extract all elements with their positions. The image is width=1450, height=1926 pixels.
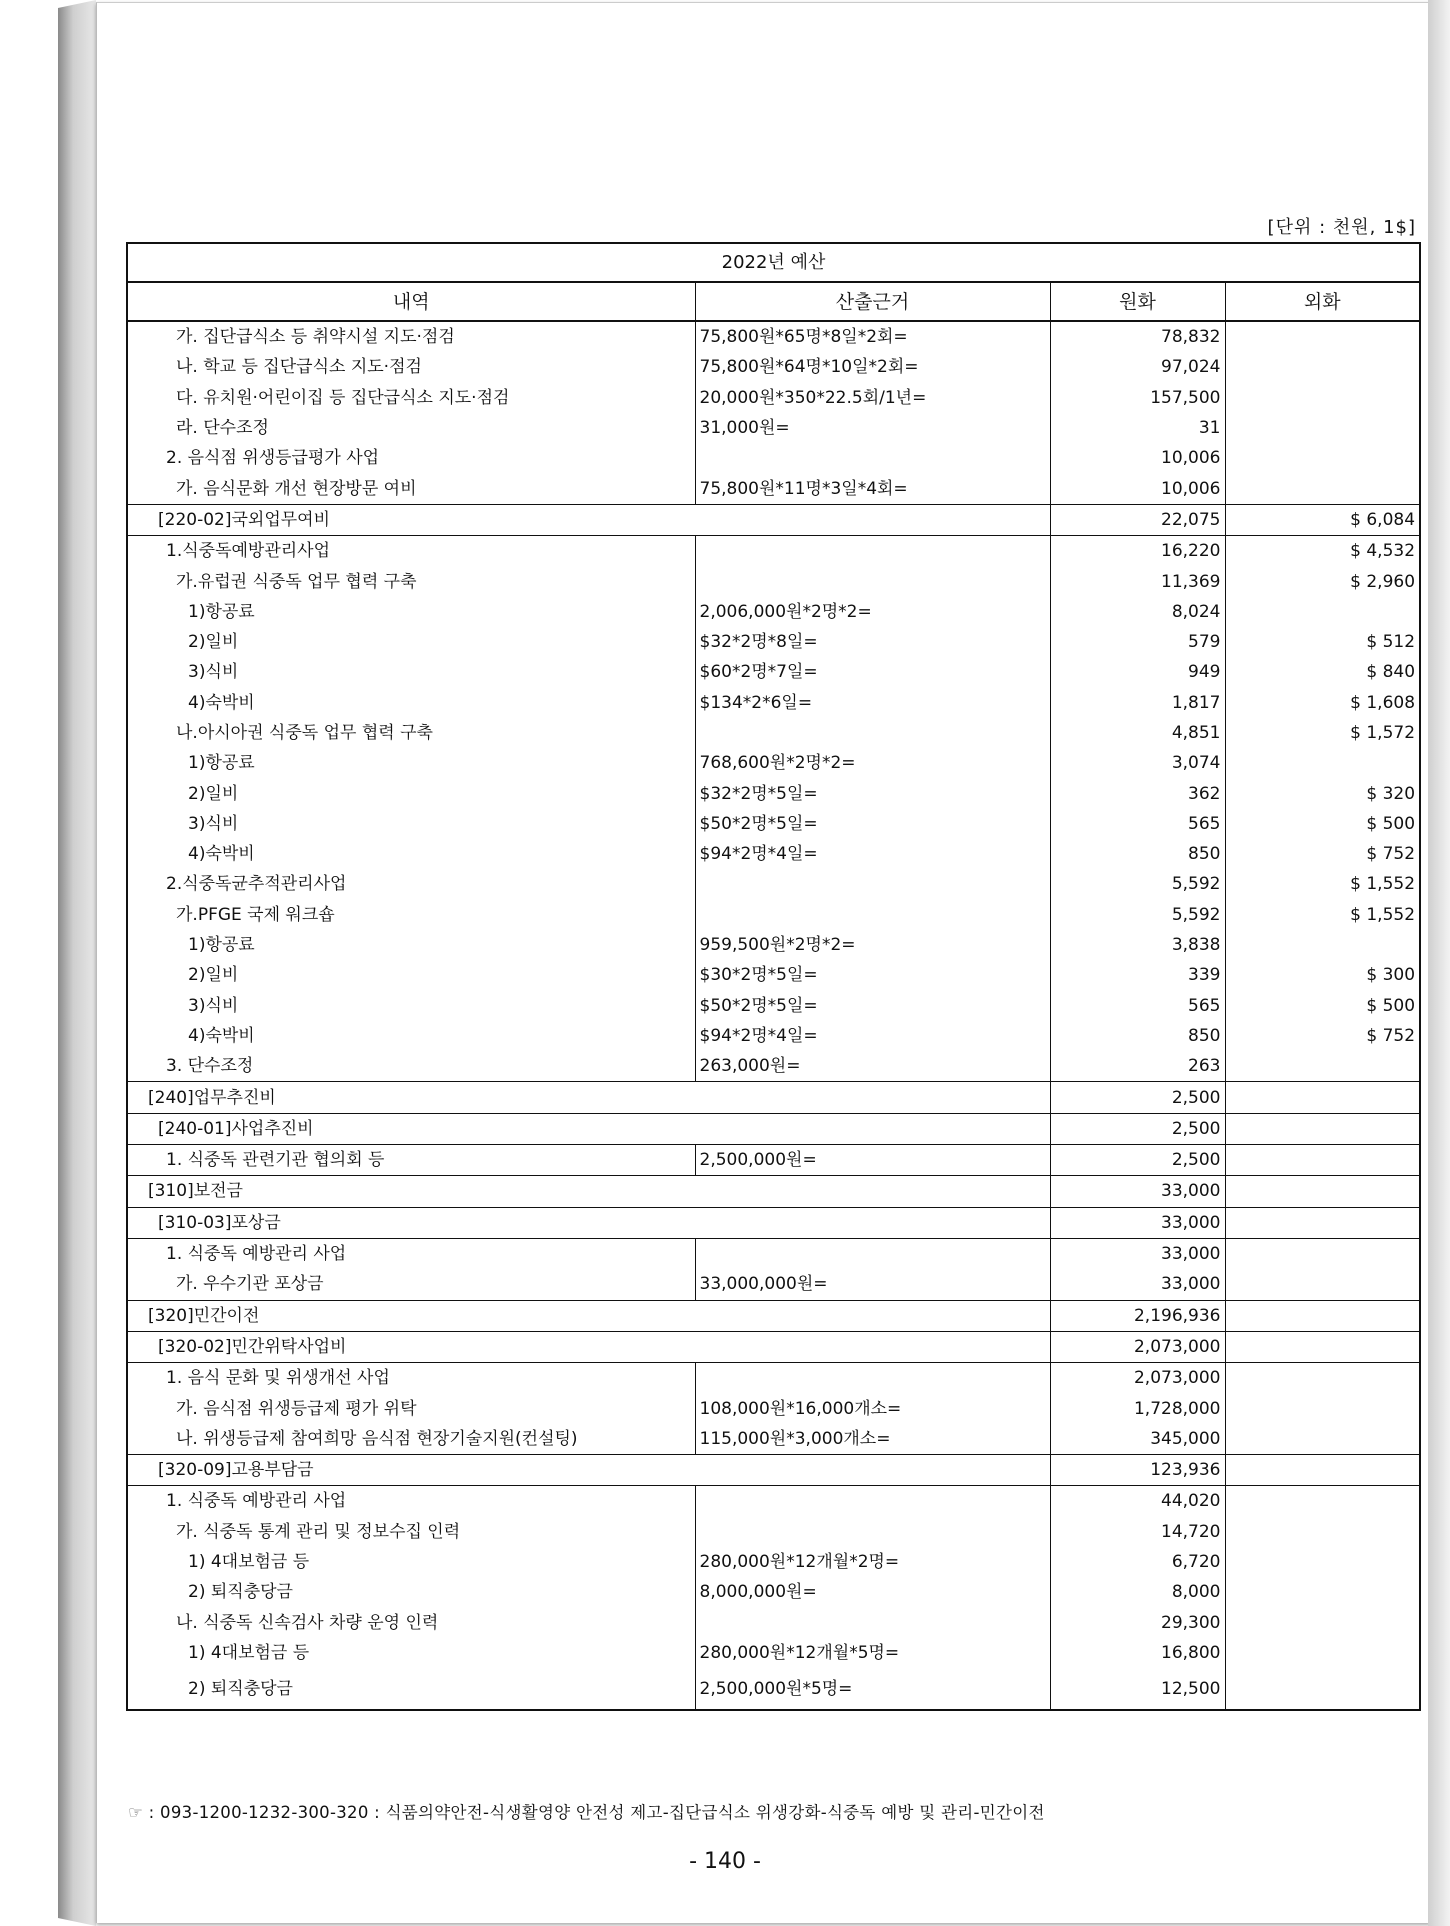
row-fx <box>1225 1082 1420 1113</box>
row-basis <box>695 566 1050 596</box>
table-row <box>127 1393 1420 1423</box>
table-row <box>127 1145 1420 1176</box>
row-item: [240-01]사업추진비 <box>127 1113 1050 1144</box>
row-basis: 2,500,000원*5명= <box>695 1668 1050 1710</box>
row-fx <box>1225 383 1420 413</box>
row-item: 라. 단수조정 <box>127 413 695 443</box>
row-krw: 1,817 <box>1050 688 1225 718</box>
table-row <box>127 930 1420 960</box>
table-row <box>127 1424 1420 1455</box>
row-basis <box>695 1486 1050 1517</box>
row-basis: $32*2명*8일= <box>695 627 1050 657</box>
row-item: 4)숙박비 <box>127 688 695 718</box>
row-krw: 2,196,936 <box>1050 1300 1225 1331</box>
row-fx <box>1225 352 1420 382</box>
row-item: 1. 식중독 예방관리 사업 <box>127 1486 695 1517</box>
row-krw: 565 <box>1050 809 1225 839</box>
row-item: 가. 식중독 통계 관리 및 정보수집 인력 <box>127 1517 695 1547</box>
row-fx: $ 752 <box>1366 1025 1416 1046</box>
row-krw: 12,500 <box>1050 1668 1225 1710</box>
table-row <box>127 960 1420 990</box>
row-krw: 2,073,000 <box>1050 1363 1225 1394</box>
table-row <box>127 1638 1420 1668</box>
table-row <box>127 900 1420 930</box>
row-krw: 97,024 <box>1050 352 1225 382</box>
row-fx: $ 2,960 <box>1350 571 1416 592</box>
row-basis: 33,000,000원= <box>695 1269 1050 1300</box>
row-item: 2) 퇴직충당금 <box>127 1577 695 1607</box>
row-krw: 4,851 <box>1050 718 1225 748</box>
table-row <box>127 413 1420 443</box>
row-basis <box>695 900 1050 930</box>
row-fx: $ 840 <box>1366 662 1416 683</box>
row-krw: 345,000 <box>1050 1424 1225 1455</box>
table-row <box>127 748 1420 778</box>
row-basis: $60*2명*7일= <box>695 657 1050 687</box>
row-fx <box>1225 1668 1420 1710</box>
table-row <box>127 1668 1420 1710</box>
row-krw: 3,074 <box>1050 748 1225 778</box>
row-item: 1)항공료 <box>127 748 695 778</box>
pointing-hand-icon: ☞ <box>128 1803 144 1822</box>
row-basis <box>695 1363 1050 1394</box>
row-krw: 2,073,000 <box>1050 1331 1225 1362</box>
row-basis: 115,000원*3,000개소= <box>695 1424 1050 1455</box>
row-item: [320-02]민간위탁사업비 <box>127 1331 1050 1362</box>
table-row <box>127 1051 1420 1082</box>
row-krw: 10,006 <box>1050 443 1225 473</box>
row-item: 2) 퇴직충당금 <box>127 1668 695 1710</box>
table-row <box>127 778 1420 808</box>
row-item: 가.PFGE 국제 워크숍 <box>127 900 695 930</box>
header-basis: 산출근거 <box>695 282 1050 321</box>
row-basis: $94*2명*4일= <box>695 839 1050 869</box>
row-krw: 29,300 <box>1050 1607 1225 1637</box>
row-fx: $ 752 <box>1366 844 1416 865</box>
page-number: - 140 - <box>689 1849 761 1874</box>
row-item: 1) 4대보험금 등 <box>127 1638 695 1668</box>
row-krw: 579 <box>1050 627 1225 657</box>
row-item: [320-09]고용부담금 <box>127 1454 1050 1485</box>
row-item: 2. 음식점 위생등급평가 사업 <box>127 443 695 473</box>
row-fx <box>1225 1607 1420 1637</box>
row-item: 가. 음식문화 개선 현장방문 여비 <box>127 473 695 504</box>
row-basis <box>695 536 1050 567</box>
header-fx: 외화 <box>1225 282 1420 321</box>
row-krw: 6,720 <box>1050 1547 1225 1577</box>
row-krw: 1,728,000 <box>1050 1393 1225 1423</box>
header-krw: 원화 <box>1050 282 1225 321</box>
row-krw: 339 <box>1050 960 1225 990</box>
row-fx <box>1225 1424 1420 1455</box>
row-fx: $ 512 <box>1366 632 1416 653</box>
row-fx: $ 6,084 <box>1225 504 1420 535</box>
row-krw: 5,592 <box>1050 869 1225 899</box>
table-row <box>127 536 1420 567</box>
row-item: 나.아시아권 식중독 업무 협력 구축 <box>127 718 695 748</box>
table-row <box>127 1238 1420 1269</box>
table-row <box>127 1176 1420 1207</box>
row-krw: 362 <box>1050 778 1225 808</box>
row-item: 3)식비 <box>127 657 695 687</box>
row-krw: 10,006 <box>1050 473 1225 504</box>
row-fx <box>1225 930 1420 960</box>
row-basis <box>695 718 1050 748</box>
row-item: 2)일비 <box>127 627 695 657</box>
row-fx <box>1225 1269 1420 1300</box>
table-row <box>127 627 1420 657</box>
page-edge-right <box>1428 0 1450 1926</box>
row-basis: 108,000원*16,000개소= <box>695 1393 1050 1423</box>
row-item: 2.식중독균추적관리사업 <box>127 869 695 899</box>
row-fx <box>1225 1486 1420 1517</box>
row-item: 2)일비 <box>127 778 695 808</box>
row-fx <box>1225 1393 1420 1423</box>
budget-table <box>126 242 1421 1711</box>
row-item: 가.유럽권 식중독 업무 협력 구축 <box>127 566 695 596</box>
row-fx <box>1225 1176 1420 1207</box>
row-krw: 16,220 <box>1050 536 1225 567</box>
row-item: 2)일비 <box>127 960 695 990</box>
row-fx: $ 320 <box>1366 783 1416 804</box>
table-row <box>127 1363 1420 1394</box>
row-fx <box>1225 1363 1420 1394</box>
row-basis: 2,500,000원= <box>695 1145 1050 1176</box>
row-item: 1. 음식 문화 및 위생개선 사업 <box>127 1363 695 1394</box>
row-fx <box>1225 1454 1420 1485</box>
row-krw: 263 <box>1050 1051 1225 1082</box>
table-body <box>127 321 1420 1710</box>
row-fx <box>1225 1577 1420 1607</box>
row-basis <box>695 1517 1050 1547</box>
row-krw: 8,024 <box>1050 597 1225 627</box>
row-item: 1)항공료 <box>127 930 695 960</box>
row-fx: $ 500 <box>1366 813 1416 834</box>
row-krw: 850 <box>1050 839 1225 869</box>
row-basis: $50*2명*5일= <box>695 991 1050 1021</box>
row-fx <box>1225 1207 1420 1238</box>
row-krw: 44,020 <box>1050 1486 1225 1517</box>
row-basis: $134*2*6일= <box>695 688 1050 718</box>
row-krw: 949 <box>1050 657 1225 687</box>
table-row <box>127 597 1420 627</box>
row-krw: 123,936 <box>1050 1454 1225 1485</box>
table-row <box>127 321 1420 352</box>
row-krw: 3,838 <box>1050 930 1225 960</box>
row-item: [320]민간이전 <box>127 1300 1050 1331</box>
row-item: 4)숙박비 <box>127 1021 695 1051</box>
table-row <box>127 1331 1420 1362</box>
row-krw: 22,075 <box>1050 504 1225 535</box>
row-fx <box>1225 443 1420 473</box>
table-row <box>127 1517 1420 1547</box>
row-krw: 565 <box>1050 991 1225 1021</box>
row-krw: 14,720 <box>1050 1517 1225 1547</box>
row-item: [240]업무추진비 <box>127 1082 1050 1113</box>
row-fx: $ 1,552 <box>1350 874 1416 895</box>
header-item: 내역 <box>127 282 695 321</box>
row-item: 4)숙박비 <box>127 839 695 869</box>
footer-note <box>128 1799 1045 1823</box>
table-row <box>127 688 1420 718</box>
row-krw: 33,000 <box>1050 1176 1225 1207</box>
row-fx: $ 1,608 <box>1350 692 1416 713</box>
footer-note-text: : 093-1200-1232-300-320 : 식품의약안전-식생활영양 안전성 제고-집단급식소 위생강화-식중독 예방 및 관리-민간이전 <box>148 1803 1045 1822</box>
row-fx: $ 300 <box>1366 965 1416 986</box>
row-basis: 280,000원*12개월*2명= <box>695 1547 1050 1577</box>
table-row <box>127 473 1420 504</box>
row-item: [220-02]국외업무여비 <box>127 504 1050 535</box>
row-basis: $50*2명*5일= <box>695 809 1050 839</box>
table-row <box>127 1547 1420 1577</box>
table-row <box>127 1269 1420 1300</box>
row-item: 1.식중독예방관리사업 <box>127 536 695 567</box>
row-item: 나. 학교 등 집단급식소 지도·점검 <box>127 352 695 382</box>
row-krw: 16,800 <box>1050 1638 1225 1668</box>
row-krw: 2,500 <box>1050 1082 1225 1113</box>
row-basis: $32*2명*5일= <box>695 778 1050 808</box>
row-item: 나. 식중독 신속검사 차량 운영 인력 <box>127 1607 695 1637</box>
row-item: 가. 음식점 위생등급제 평가 위탁 <box>127 1393 695 1423</box>
row-basis: 31,000원= <box>695 413 1050 443</box>
row-item: [310]보전금 <box>127 1176 1050 1207</box>
row-item: [310-03]포상금 <box>127 1207 1050 1238</box>
table-header-row <box>127 282 1420 321</box>
table-row <box>127 991 1420 1021</box>
table-row <box>127 1577 1420 1607</box>
row-fx <box>1225 321 1420 352</box>
row-basis <box>695 1607 1050 1637</box>
row-basis: 2,006,000원*2명*2= <box>695 597 1050 627</box>
row-basis <box>695 443 1050 473</box>
row-basis: 75,800원*65명*8일*2회= <box>695 321 1050 352</box>
row-fx: $ 1,572 <box>1350 723 1416 743</box>
row-krw: 11,369 <box>1050 566 1225 596</box>
table-row <box>127 504 1420 535</box>
page-edge-left <box>58 0 96 1926</box>
row-basis: 959,500원*2명*2= <box>695 930 1050 960</box>
row-krw: 5,592 <box>1050 900 1225 930</box>
row-krw: 8,000 <box>1050 1577 1225 1607</box>
table-row <box>127 718 1420 748</box>
row-fx <box>1225 1547 1420 1577</box>
table-row <box>127 1607 1420 1637</box>
row-fx <box>1225 1113 1420 1144</box>
table-row <box>127 566 1420 596</box>
row-fx <box>1225 413 1420 443</box>
row-fx <box>1225 1638 1420 1668</box>
table-row <box>127 869 1420 899</box>
row-krw: 31 <box>1050 413 1225 443</box>
row-basis: 75,800원*64명*10일*2회= <box>695 352 1050 382</box>
row-item: 3. 단수조정 <box>127 1051 695 1082</box>
row-fx: $ 1,552 <box>1350 904 1416 925</box>
table-row <box>127 443 1420 473</box>
row-item: 1. 식중독 예방관리 사업 <box>127 1238 695 1269</box>
row-item: 나. 위생등급제 참여희망 음식점 현장기술지원(컨설팅) <box>127 1424 695 1455</box>
table-title: 2022년 예산 <box>127 243 1420 282</box>
table-row <box>127 657 1420 687</box>
table-row <box>127 352 1420 382</box>
row-basis: 768,600원*2명*2= <box>695 748 1050 778</box>
table-row <box>127 383 1420 413</box>
row-fx <box>1225 1238 1420 1269</box>
row-krw: 33,000 <box>1050 1238 1225 1269</box>
table-row <box>127 1082 1420 1113</box>
row-item: 3)식비 <box>127 809 695 839</box>
row-item: 가. 집단급식소 등 취약시설 지도·점검 <box>127 321 695 352</box>
row-krw: 850 <box>1050 1021 1225 1051</box>
table-row <box>127 1113 1420 1144</box>
row-basis: 280,000원*12개월*5명= <box>695 1638 1050 1668</box>
row-item: 가. 우수기관 포상금 <box>127 1269 695 1300</box>
row-krw: 157,500 <box>1050 383 1225 413</box>
row-krw: 2,500 <box>1050 1113 1225 1144</box>
table-row <box>127 809 1420 839</box>
unit-note: [단위 : 천원, 1$] <box>1267 217 1416 238</box>
row-krw: 33,000 <box>1050 1207 1225 1238</box>
row-fx <box>1225 1331 1420 1362</box>
row-basis: 75,800원*11명*3일*4회= <box>695 473 1050 504</box>
row-fx <box>1225 1145 1420 1176</box>
table-row <box>127 1207 1420 1238</box>
row-fx <box>1225 597 1420 627</box>
row-fx: $ 4,532 <box>1225 536 1420 567</box>
row-item: 1. 식중독 관련기관 협의회 등 <box>127 1145 695 1176</box>
row-krw: 33,000 <box>1050 1269 1225 1300</box>
row-basis: 263,000원= <box>695 1051 1050 1082</box>
row-fx <box>1225 1051 1420 1082</box>
row-basis: 8,000,000원= <box>695 1577 1050 1607</box>
row-basis <box>695 1238 1050 1269</box>
row-item: 1) 4대보험금 등 <box>127 1547 695 1577</box>
row-fx: $ 500 <box>1366 995 1416 1016</box>
row-krw: 78,832 <box>1050 321 1225 352</box>
row-fx <box>1225 1517 1420 1547</box>
row-fx <box>1225 1300 1420 1331</box>
row-basis: 20,000원*350*22.5회/1년= <box>695 383 1050 413</box>
table-row <box>127 839 1420 869</box>
row-item: 1)항공료 <box>127 597 695 627</box>
row-basis: $94*2명*4일= <box>695 1021 1050 1051</box>
row-item: 다. 유치원·어린이집 등 집단급식소 지도·점검 <box>127 383 695 413</box>
row-item: 3)식비 <box>127 991 695 1021</box>
table-row <box>127 1454 1420 1485</box>
row-fx <box>1225 473 1420 504</box>
row-fx <box>1225 748 1420 778</box>
table-row <box>127 1486 1420 1517</box>
row-basis: $30*2명*5일= <box>695 960 1050 990</box>
table-row <box>127 1300 1420 1331</box>
table-row <box>127 1021 1420 1051</box>
row-basis <box>695 869 1050 899</box>
row-krw: 2,500 <box>1050 1145 1225 1176</box>
